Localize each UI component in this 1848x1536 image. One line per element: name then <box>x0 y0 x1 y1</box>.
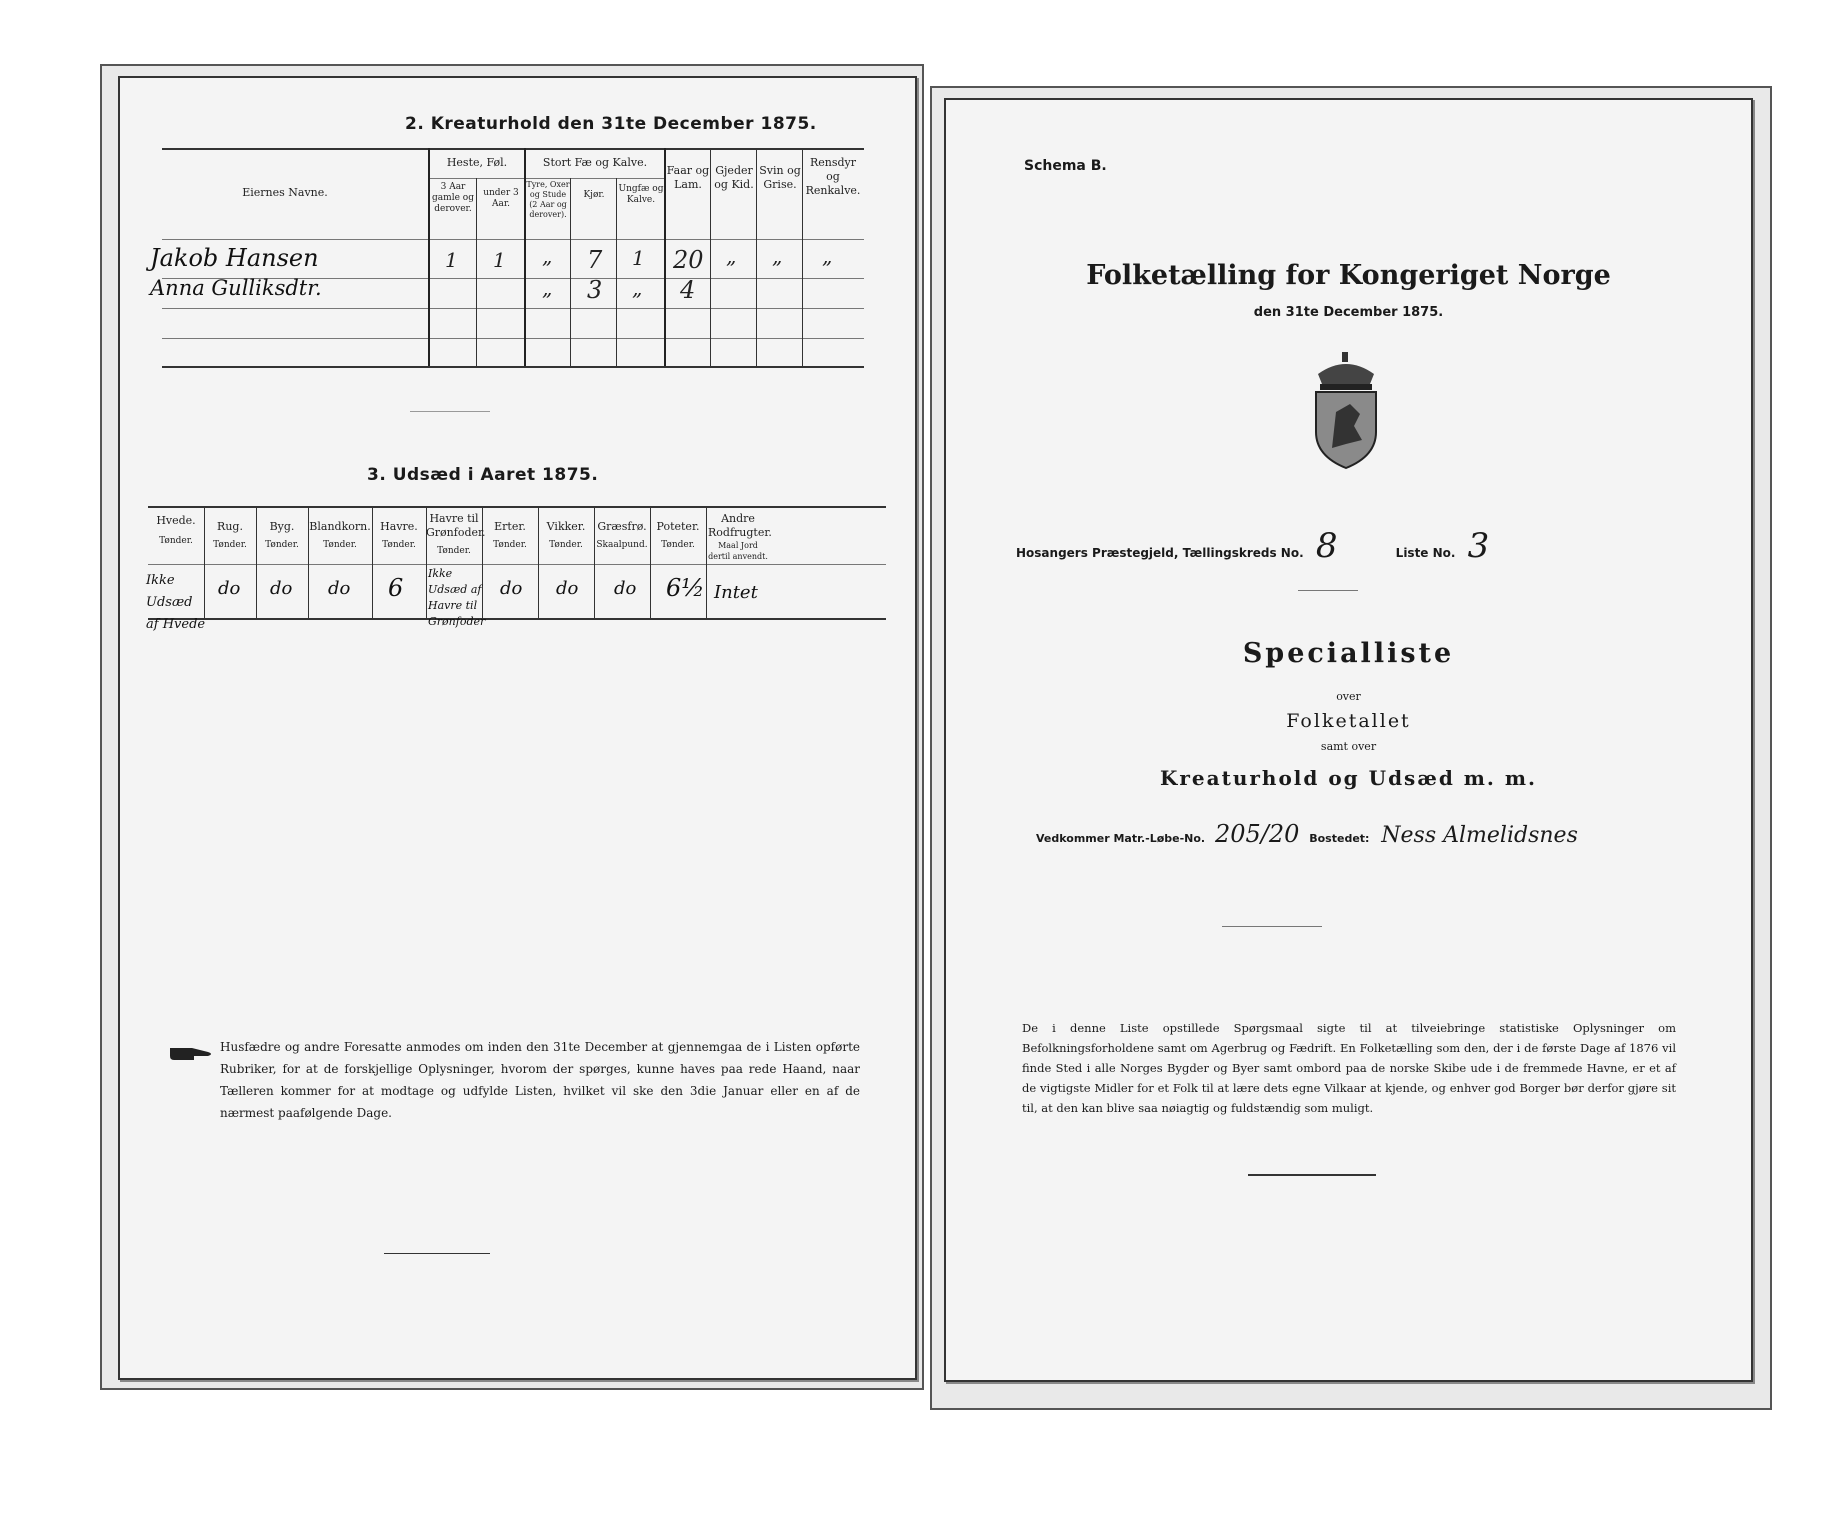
seed-col-name: Erter. <box>494 520 526 533</box>
col-header: under 3 Aar. <box>483 188 519 209</box>
seed-col-unit: Tønder. <box>437 546 471 556</box>
cell: 7 <box>587 246 603 274</box>
schema-label: Schema B. <box>1024 158 1107 174</box>
owner-header: Eiernes Navne. <box>242 186 328 199</box>
seed-col-name: Byg. <box>269 520 295 533</box>
table2-header-border <box>162 239 864 240</box>
footer-text: De i denne Liste opstillede Spørgsmaal sigte til at tilveiebringe statistiske Oplysninger om Befolkningsforholdene samt om Agerbrug og Fædrift. En Folketælling som den, der i de første Dage af 1876 vil finde Sted i alle Norges Bygder og Byer samt ombord paa de norske Skibe ude i de fremmede Havne, er et af de vigtigste Midler for et Folk til at lære dets egne Vilkaar at kjende, og enhver god Borger bør derfor gjøre sit til, at den kan blive saa nøiagtig og fuldstændig som muligt. <box>1022 1021 1676 1115</box>
table3-top-border <box>148 506 886 508</box>
col-header: 3 Aar gamle og derover. <box>432 182 474 214</box>
cell: „ <box>726 244 737 268</box>
cell: „ <box>542 276 553 300</box>
left-page <box>118 76 917 1380</box>
seed-col-name: Andre Rodfrugter. <box>708 512 772 539</box>
seed-col-name: Græsfrø. <box>597 520 647 533</box>
table2-top-border <box>162 148 864 150</box>
kreds-number: 8 <box>1315 526 1338 566</box>
seed-cell: 6½ <box>666 574 705 602</box>
seed-cell: Intet <box>714 582 758 603</box>
liste-number: 3 <box>1467 526 1490 566</box>
cell: 20 <box>673 246 704 274</box>
specialliste-heading: Specialliste <box>1242 638 1455 669</box>
seed-cell: Ikke Udsæd af Hvede <box>146 573 206 632</box>
section3-title: 3. Udsæd i Aaret 1875. <box>367 465 599 485</box>
cell: „ <box>822 244 833 268</box>
bostedet-value: Ness Almelidsnes <box>1381 823 1578 848</box>
col-header: Kjør. <box>583 190 605 200</box>
seed-col-name: Hvede. <box>156 514 196 527</box>
seed-col-unit: Tønder. <box>159 536 193 546</box>
cell: 1 <box>445 248 458 272</box>
matr-number: 205/20 <box>1214 820 1300 848</box>
seed-col-unit: Tønder. <box>213 540 247 550</box>
section2-title: 2. Kreaturhold den 31te December 1875. <box>405 114 817 134</box>
seed-cell: do <box>500 578 523 599</box>
census-date: den 31te December 1875. <box>1253 305 1444 320</box>
owner-name: Anna Gulliksdtr. <box>150 276 322 300</box>
parish-prefix: Hosangers Præstegjeld, Tællingskreds No. <box>1016 546 1304 560</box>
col-header: Svin og Grise. <box>759 164 801 191</box>
cell: 4 <box>680 276 696 304</box>
col-header: Ungfæ og Kalve. <box>618 184 664 205</box>
seed-col-name: Vikker. <box>546 520 586 533</box>
seed-cell: do <box>614 578 637 599</box>
owner-name: Jakob Hansen <box>150 244 319 272</box>
cell: 3 <box>587 276 603 304</box>
col-header: Rensdyr og Renkalve. <box>805 156 861 197</box>
cell: „ <box>632 276 643 300</box>
seed-cell: Ikke Udsæd af Havre til Grønfoder <box>428 567 486 628</box>
seed-cell: do <box>218 578 241 599</box>
folketallet-heading: Folketallet <box>1286 710 1411 732</box>
cell: „ <box>772 244 783 268</box>
seed-cell: do <box>556 578 579 599</box>
seed-col-unit: Tønder. <box>661 540 695 550</box>
bostedet-label: Bostedet: <box>1309 832 1370 845</box>
seed-col-name: Poteter. <box>656 520 700 533</box>
coat-of-arms-icon <box>1306 352 1386 472</box>
table2-bottom-border <box>162 366 864 368</box>
parish-line <box>1016 526 1489 566</box>
seed-col-name: Rug. <box>217 520 243 533</box>
matr-label: Vedkommer Matr.-Løbe-No. <box>1036 832 1206 845</box>
seed-cell: 6 <box>388 574 404 602</box>
notice-text: Husfædre og andre Foresatte anmodes om inden den 31te December at gjennemgaa de i Listen opførte Rubriker, for at de forskjellige Oplysninger, hvorom der spørges, kunne haves paa rede Haand, naar Tælleren kommer for at modtage og udfylde Listen, hvilket vil ske den 3die Januar eller en af de nærmest paafølgende Dage. <box>220 1040 860 1120</box>
seed-cell: do <box>328 578 351 599</box>
seed-col-name: Havre til Grønfoder. <box>426 512 486 539</box>
samt-over-text: samt over <box>1320 740 1377 753</box>
seed-col-unit: Tønder. <box>323 540 357 550</box>
group-header-heste: Heste, Føl. <box>446 156 508 169</box>
right-bottom-rule <box>1248 1174 1376 1176</box>
table3-bottom-border <box>148 618 886 620</box>
seed-col-unit: Skaalpund. <box>596 540 648 550</box>
kreaturhold-heading: Kreaturhold og Udsæd m. m. <box>1160 766 1537 790</box>
col-header: Gjeder og Kid. <box>714 164 754 191</box>
liste-label: Liste No. <box>1395 546 1456 560</box>
seed-col-unit: Tønder. <box>549 540 583 550</box>
seed-col-name: Havre. <box>380 520 418 533</box>
seed-col-unit: Tønder. <box>493 540 527 550</box>
left-bottom-rule <box>384 1253 490 1254</box>
col-header: Tyre, Oxer og Stude (2 Aar og derover). <box>526 180 570 219</box>
right-page <box>944 98 1753 1382</box>
seed-col-unit: Maal Jord dertil anvendt. <box>708 541 768 561</box>
seed-cell: do <box>270 578 293 599</box>
matr-line <box>1036 820 1578 848</box>
seed-col-unit: Tønder. <box>382 540 416 550</box>
col-header: Faar og Lam. <box>666 164 710 191</box>
pointing-hand-icon <box>168 1044 214 1064</box>
cell: 1 <box>632 246 645 270</box>
cell: 1 <box>493 248 506 272</box>
cell: „ <box>542 244 553 268</box>
census-title: Folketælling for Kongeriget Norge <box>1086 260 1611 291</box>
group-header-stort-fae: Stort Fæ og Kalve. <box>542 156 648 169</box>
seed-col-name: Blandkorn. <box>309 520 371 533</box>
seed-col-unit: Tønder. <box>265 540 299 550</box>
over-text: over <box>1336 690 1361 703</box>
